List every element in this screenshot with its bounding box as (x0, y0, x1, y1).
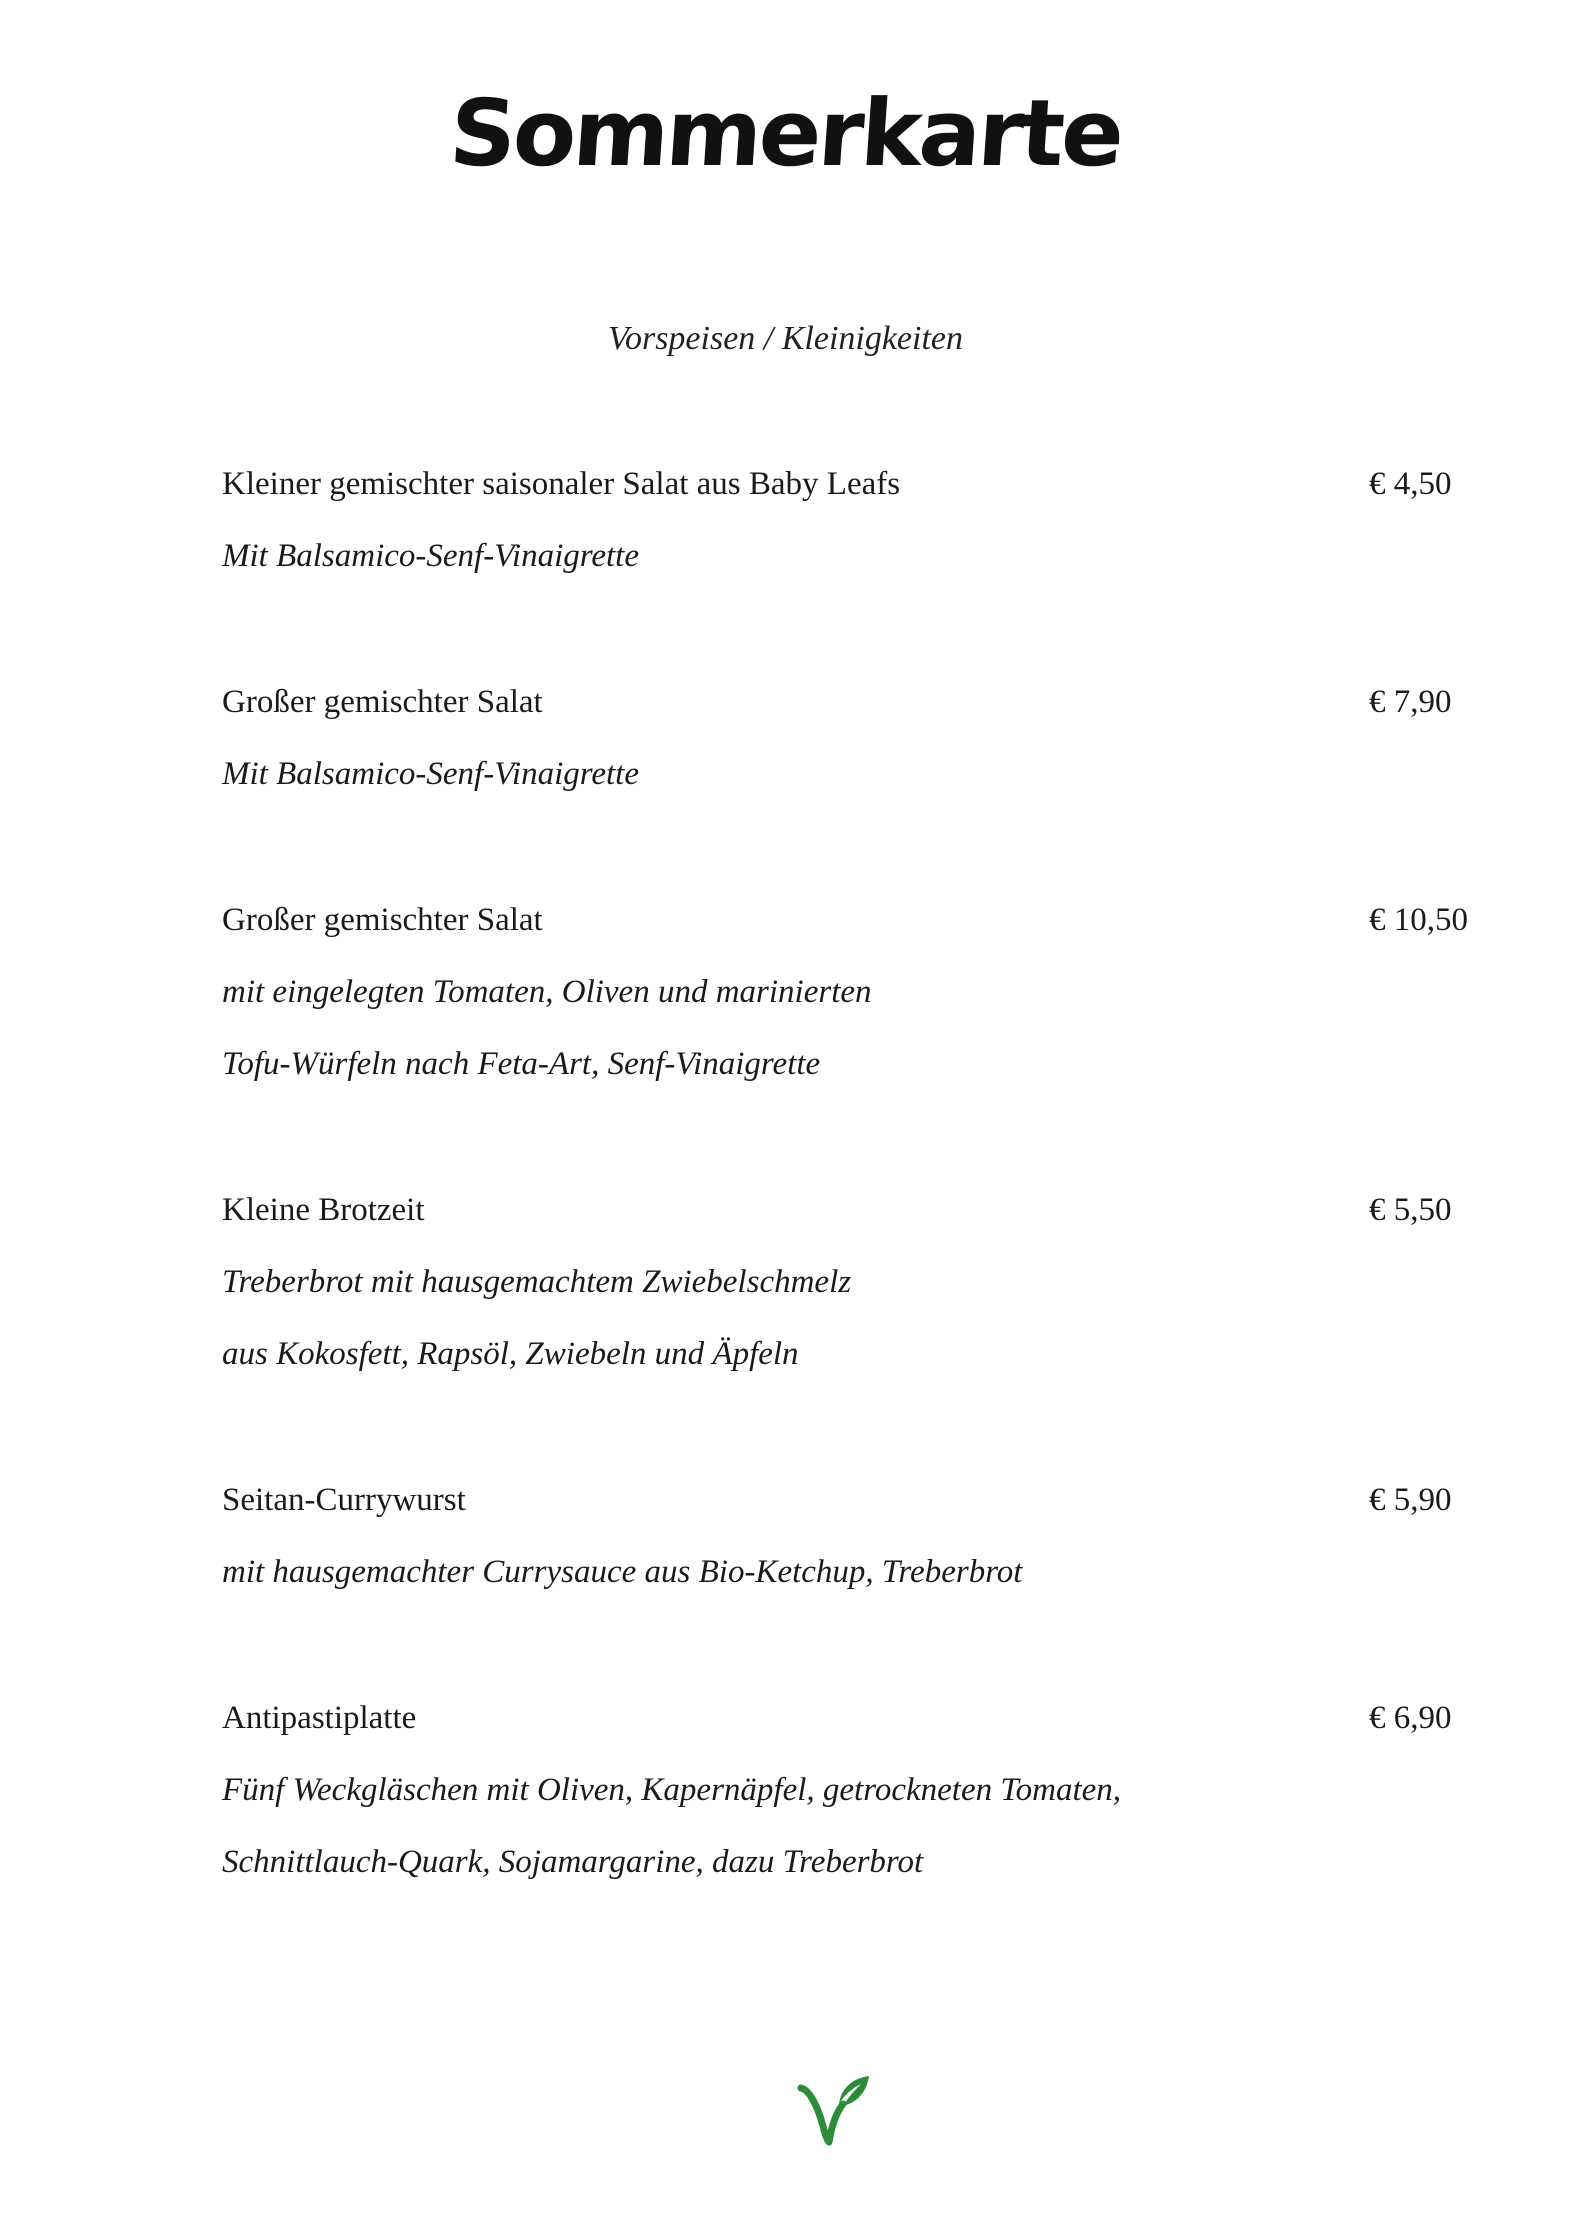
menu-item-description (222, 1766, 1482, 1886)
leaf-stem (801, 2088, 843, 2142)
menu-item (222, 1694, 1482, 1886)
menu-item (222, 1186, 1482, 1378)
menu-item-price: € 5,90 (1369, 1482, 1452, 1518)
description-line: Treberbrot mit hausgemachtem Zwiebelschmelz (222, 1264, 852, 1300)
menu-item (222, 896, 1482, 1088)
description-line: Schnittlauch-Quark, Sojamargarine, dazu Treberbrot (222, 1844, 924, 1880)
menu-item-name: Kleine Brotzeit (222, 1192, 425, 1228)
menu-item-name: Großer gemischter Salat (222, 684, 543, 720)
description-line: Tofu-Würfeln nach Feta-Art, Senf-Vinaigrette (222, 1046, 821, 1082)
menu-item (222, 1476, 1482, 1596)
menu-item-description (222, 750, 1482, 798)
menu-item (222, 678, 1482, 798)
description-line: Mit Balsamico-Senf-Vinaigrette (222, 756, 639, 792)
menu-item-description (222, 1548, 1482, 1596)
menu-item-description (222, 532, 1482, 580)
menu-item-name: Antipastiplatte (222, 1700, 417, 1736)
menu-item-price: € 7,90 (1369, 684, 1452, 720)
menu-item-price: € 6,90 (1369, 1700, 1452, 1736)
description-line: mit eingelegten Tomaten, Oliven und marinierten (222, 974, 872, 1010)
menu-item-description (222, 968, 1482, 1088)
menu-item-price: € 4,50 (1369, 466, 1452, 502)
menu-item-name: Seitan-Currywurst (222, 1482, 466, 1518)
description-line: mit hausgemachter Currysauce aus Bio-Ketchup, Treberbrot (222, 1554, 1023, 1590)
menu-item-price: € 5,50 (1369, 1192, 1452, 1228)
description-line: Fünf Weckgläschen mit Oliven, Kapernäpfel, getrockneten Tomaten, (222, 1772, 1122, 1808)
menu-list (222, 460, 1482, 1886)
menu-item-name: Großer gemischter Salat (222, 902, 543, 938)
menu-item-price: € 10,50 (1369, 902, 1468, 938)
description-line: aus Kokosfett, Rapsöl, Zwiebeln und Äpfeln (222, 1336, 799, 1372)
vegan-leaf-icon (795, 2070, 875, 2150)
section-title: Vorspeisen / Kleinigkeiten (607, 320, 964, 357)
menu-item-name: Kleiner gemischter saisonaler Salat aus Baby Leafs (222, 466, 901, 502)
description-line: Mit Balsamico-Senf-Vinaigrette (222, 538, 639, 574)
page-title: Sommerkarte (446, 80, 1125, 187)
menu-item-description (222, 1258, 1482, 1378)
menu-item (222, 460, 1482, 580)
